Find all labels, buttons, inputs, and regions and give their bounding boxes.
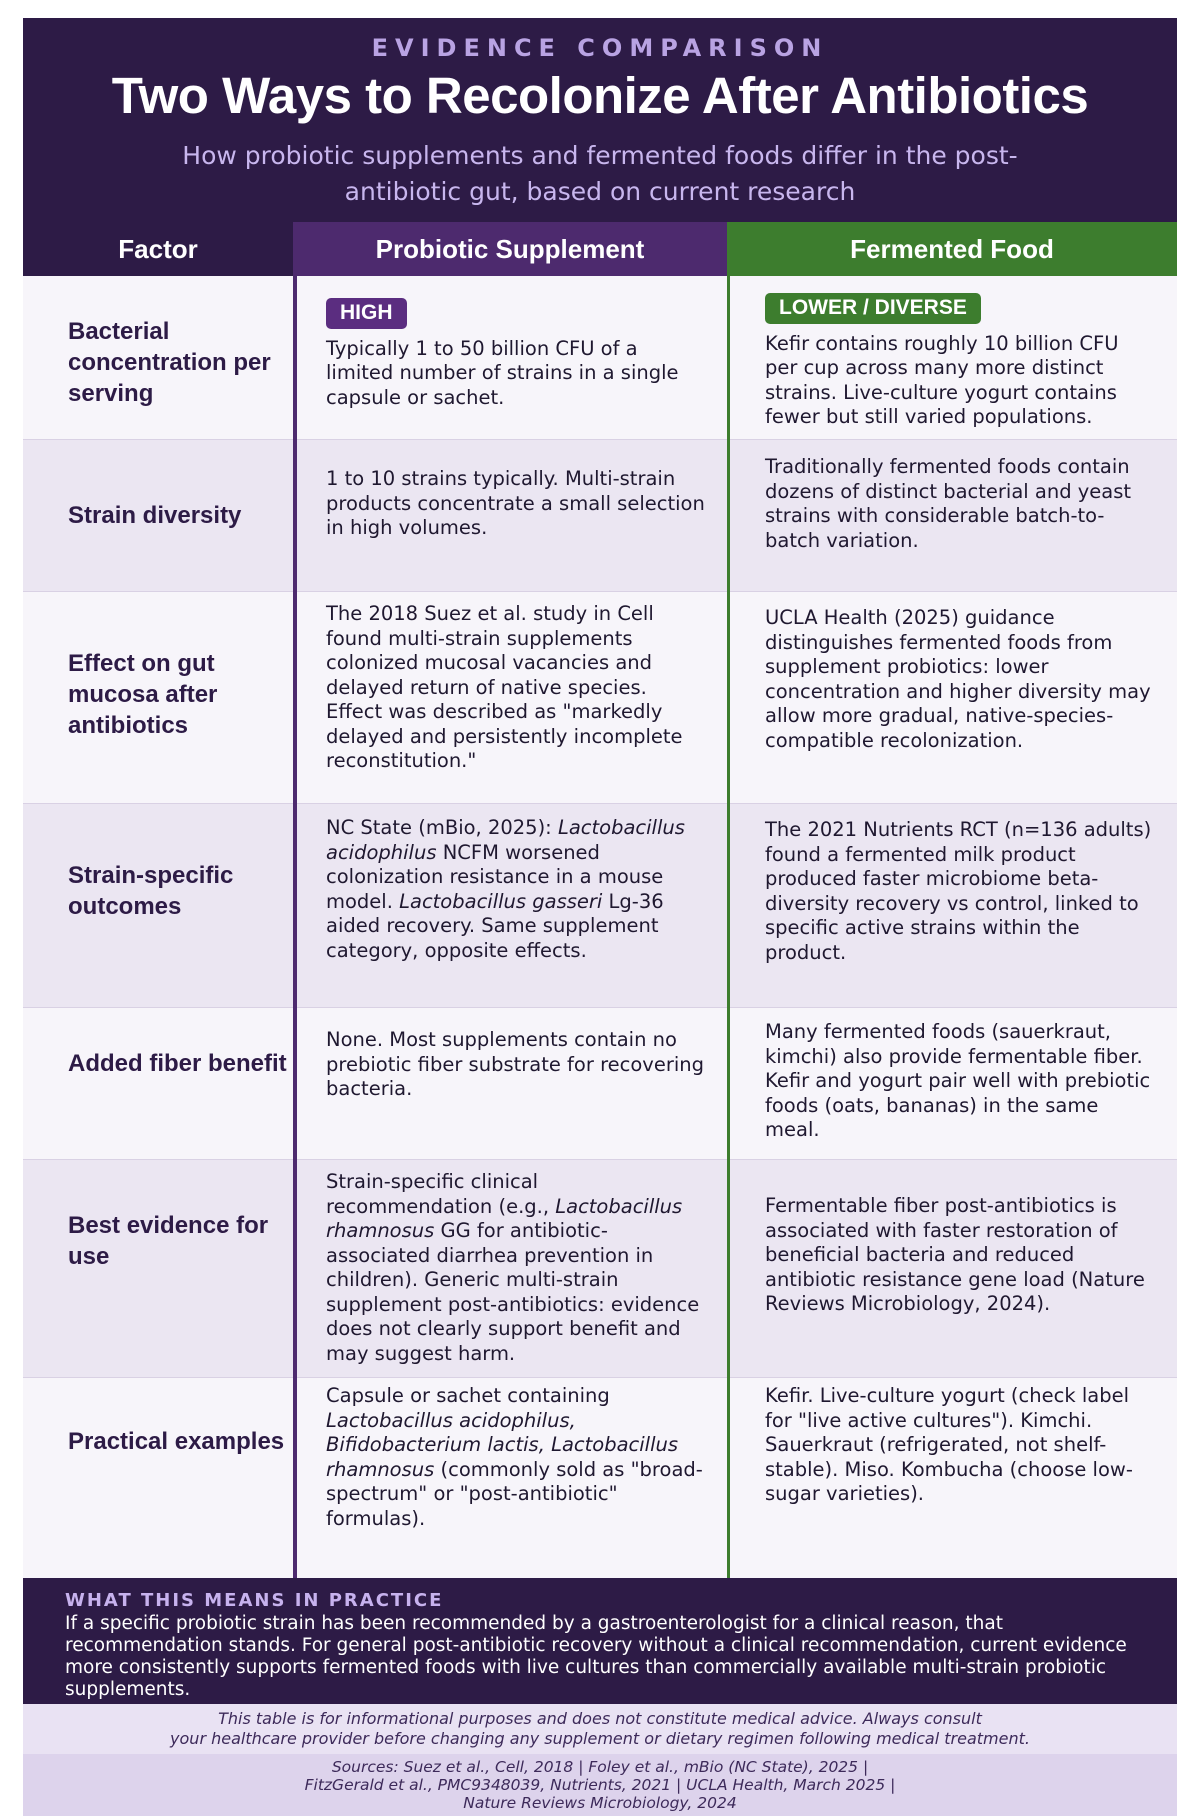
supplement-column-divider — [293, 276, 297, 1578]
disclaimer-line: This table is for informational purposes and does not constitute medical advice. Always consult — [218, 1709, 982, 1728]
species-name: Lactobacillus acidophilus — [326, 816, 685, 864]
table-row — [23, 1008, 1177, 1160]
row-factor-label: Effect on gut mucosa after antibiotics — [68, 650, 218, 739]
food-text: Kefir contains roughly 10 billion CFU per cup across many more distinct strains. Live-culture yogurt contains fewer but still varied populations. — [765, 331, 1119, 428]
supplement-text: None. Most supplements contain no prebiotic fiber substrate for recovering bacteria. — [326, 1028, 705, 1100]
table-row — [23, 1160, 1177, 1378]
column-header-factor: Factor — [23, 222, 293, 276]
table-row — [23, 440, 1177, 592]
supplement-text: Lg-36 aided recovery. Same supplement category, opposite effects. — [326, 889, 664, 962]
food-cell — [765, 293, 1157, 430]
supplement-text: Typically 1 to 50 billion CFU of a limited number of strains in a single capsule or sachet. — [326, 336, 679, 409]
table-row — [23, 592, 1177, 804]
supplement-text: Strain-specific clinical recommendation (e.g., — [326, 1170, 550, 1218]
sources-line: Sources: Suez et al., Cell, 2018 | Foley et al., mBio (NC State), 2025 | — [331, 1758, 869, 1776]
food-text: Fermentable fiber post-antibiotics is associated with faster restoration of beneficial bacteria and reduced antibiotic resistance gene load (Nature Reviews Microbiology, 2024). — [765, 1194, 1145, 1315]
header — [23, 18, 1177, 222]
page-subtitle: How probiotic supplements and fermented foods differ in the post-antibiotic gut, based on current research — [182, 141, 1018, 206]
species-name: Lactobacillus gasseri — [399, 889, 603, 913]
high-badge: HIGH — [326, 298, 407, 329]
sources — [23, 1754, 1177, 1816]
food-text: UCLA Health (2025) guidance distinguishes fermented foods from supplement probiotics: lower concentration and higher diversity may allow more gradual, native-species-compatible recolonization. — [765, 606, 1151, 752]
practice-title: WHAT THIS MEANS IN PRACTICE — [65, 1590, 444, 1611]
practice-text: If a specific probiotic strain has been recommended by a gastroenterologist for a clinical reason, that recommendation stands. For general post-antibiotic recovery without a clinical recommendation, current evidence more consistently supports fermented foods with live cultures than commercially available multi-strain probiotic supplements. — [65, 1613, 1127, 1700]
species-name: Lactobacillus acidophilus, Bifidobacterium lactis, Lactobacillus rhamnosus — [326, 1408, 679, 1481]
supplement-cell — [326, 1170, 706, 1366]
disclaimer — [23, 1704, 1177, 1754]
row-factor-label: Added fiber benefit — [68, 1050, 287, 1077]
row-factor-label: Strain diversity — [68, 502, 242, 529]
supplement-text: NC State (mBio, 2025): — [326, 816, 552, 839]
supplement-cell — [326, 816, 706, 963]
column-header-supplement: Probiotic Supplement — [293, 222, 727, 276]
page-title: Two Ways to Recolonize After Antibiotics — [111, 67, 1089, 124]
supplement-cell — [326, 298, 706, 410]
species-name: Lactobacillus rhamnosus — [326, 1194, 683, 1242]
disclaimer-line: your healthcare provider before changing any supplement or dietary regimen following medical treatment. — [170, 1729, 1030, 1748]
column-header-food: Fermented Food — [727, 222, 1177, 276]
table-row — [23, 1378, 1177, 1578]
food-text: Traditionally fermented foods contain dozens of distinct bacterial and yeast strains with considerable batch-to-batch variation. — [765, 455, 1132, 552]
supplement-text: The 2018 Suez et al. study in Cell found multi-strain supplements colonized mucosal vacancies and delayed return of native species. Effect was described as "markedly delayed and persistently incomplete reconstitution." — [326, 602, 683, 772]
table-row — [23, 276, 1177, 440]
sources-line: Nature Reviews Microbiology, 2024 — [463, 1794, 737, 1812]
supplement-text: Capsule or sachet containing — [326, 1384, 610, 1407]
food-column-divider — [727, 276, 730, 1578]
practice-summary — [23, 1578, 1177, 1704]
table-row — [23, 804, 1177, 1008]
supplement-text: (commonly sold as "broad-spectrum" or "post-antibiotic" formulas). — [326, 1457, 703, 1530]
lower-diverse-badge: LOWER / DIVERSE — [765, 293, 981, 324]
food-text: Many fermented foods (sauerkraut, kimchi) also provide fermentable fiber. Kefir and yogurt pair well with prebiotic foods (oats, bananas) in the same meal. — [765, 1020, 1151, 1141]
supplement-cell — [326, 1384, 706, 1531]
row-factor-label: Strain-specific outcomes — [68, 862, 234, 920]
supplement-text: NCFM worsened colonization resistance in a mouse model. — [326, 840, 664, 913]
food-text: Kefir. Live-culture yogurt (check label for "live active cultures"). Kimchi. Sauerkraut (refrigerated, not shelf-stable). Miso. Kombucha (choose low-sugar varieties). — [765, 1384, 1133, 1505]
row-factor-label: Bacterial concentration per serving — [68, 318, 271, 407]
evidence-comparison-card — [23, 18, 1177, 1812]
supplement-text: 1 to 10 strains typically. Multi-strain products concentrate a small selection in high volumes. — [326, 467, 705, 539]
sources-line: FitzGerald et al., PMC9348039, Nutrients, 2021 | UCLA Health, March 2025 | — [304, 1776, 896, 1794]
eyebrow-label: EVIDENCE COMPARISON — [371, 34, 829, 62]
row-factor-label: Practical examples — [68, 1428, 285, 1455]
supplement-text: GG for antibiotic-associated diarrhea prevention in children). Generic multi-strain supplement post-antibiotics: evidence does not clearly support benefit and may suggest harm. — [326, 1219, 700, 1365]
food-text: The 2021 Nutrients RCT (n=136 adults) found a fermented milk product produced faster microbiome beta-diversity recovery vs control, linked to specific active strains within the product. — [765, 818, 1152, 964]
row-factor-label: Best evidence for use — [68, 1212, 269, 1270]
